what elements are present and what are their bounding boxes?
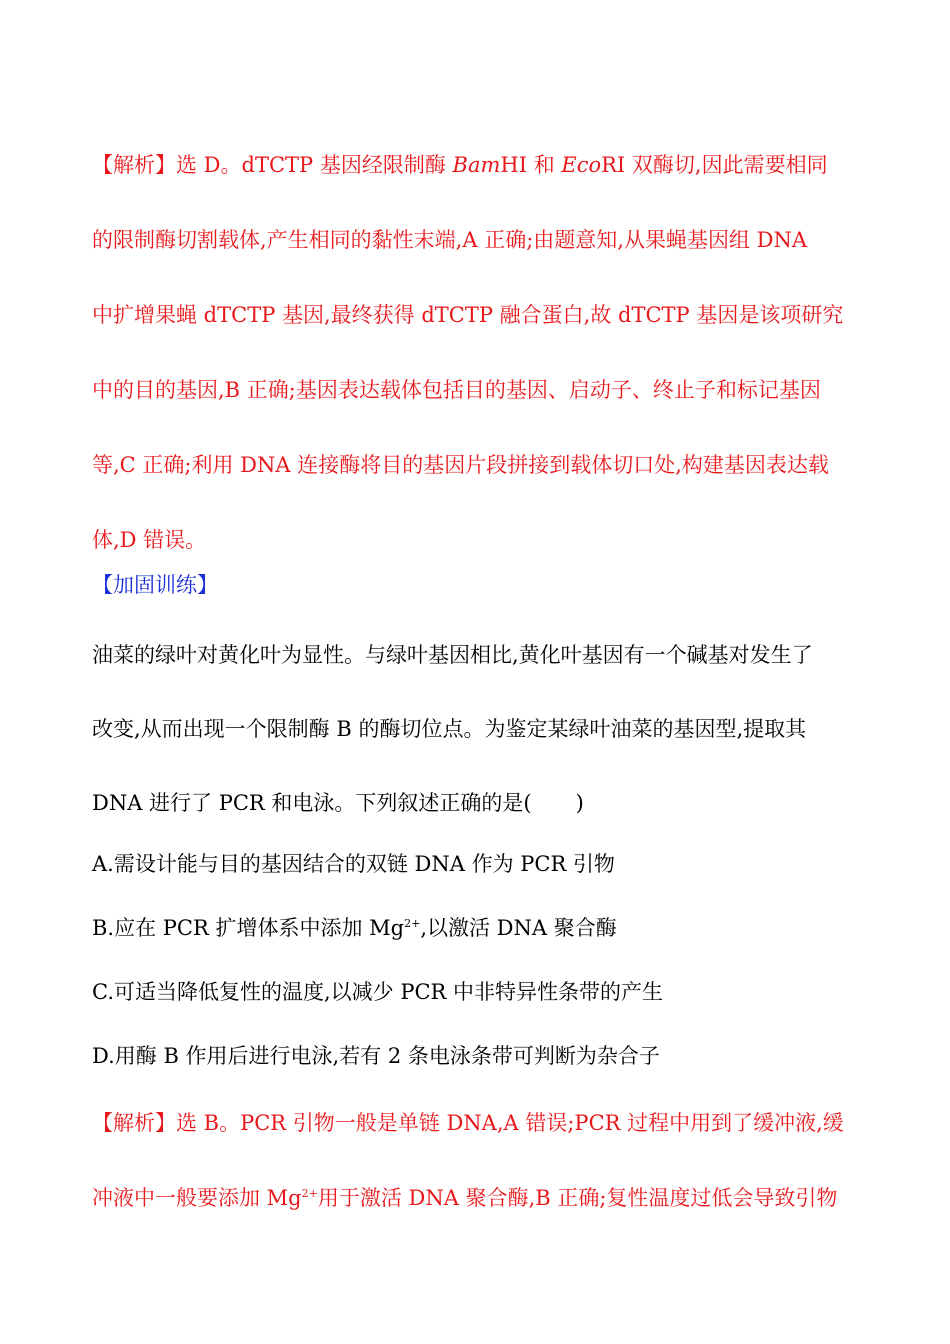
question-line: 油菜的绿叶对黄化叶为显性。与绿叶基因相比,黄化叶基因有一个碱基对发生了 bbox=[92, 643, 813, 667]
option-c: C.可适当降低复性的温度,以减少 PCR 中非特异性条带的产生 bbox=[92, 980, 664, 1004]
analysis-line: 等,C 正确;利用 DNA 连接酶将目的基因片段拼接到载体切口处,构建基因表达载 bbox=[92, 453, 829, 477]
option-b bbox=[92, 896, 862, 960]
superscript: 2+ bbox=[301, 1187, 318, 1200]
question-stem bbox=[92, 618, 862, 840]
analysis-text: 冲液中一般要添加 Mg bbox=[92, 1186, 302, 1210]
analysis-text: HⅠ 和 bbox=[500, 153, 562, 177]
analysis-line bbox=[92, 1161, 862, 1236]
option-text: B.应在 PCR 扩增体系中添加 Mg bbox=[92, 916, 405, 940]
analysis-line: 中扩增果蝇 dTCTP 基因,最终获得 dTCTP 融合蛋白,故 dTCTP 基因是该项研究 bbox=[92, 303, 844, 327]
question-text: DNA 进行了 PCR 和电泳。下列叙述正确的是( bbox=[92, 791, 532, 815]
question-line: 改变,从而出现一个限制酶 B 的酶切位点。为鉴定某绿叶油菜的基因型,提取其 bbox=[92, 717, 807, 741]
analysis-text: RⅠ 双酶切,因此需要相同 bbox=[601, 153, 828, 177]
enzyme-name-italic: Eco bbox=[561, 153, 602, 177]
analysis-paragraph-1 bbox=[92, 128, 862, 578]
analysis-line: 的限制酶切割载体,产生相同的黏性末端,A 正确;由题意知,从果蝇基因组 DNA bbox=[92, 228, 807, 252]
analysis-line: 【解析】选 B。PCR 引物一般是单链 DNA,A 错误;PCR 过程中用到了缓冲液,缓 bbox=[92, 1111, 844, 1135]
option-a: A.需设计能与目的基因结合的双链 DNA 作为 PCR 引物 bbox=[92, 852, 615, 876]
analysis-paragraph-2 bbox=[92, 1086, 862, 1236]
enzyme-name-italic: Bam bbox=[452, 153, 501, 177]
question-text: ) bbox=[575, 791, 584, 815]
options-list bbox=[92, 832, 862, 1088]
option-d: D.用酶 B 作用后进行电泳,若有 2 条电泳条带可判断为杂合子 bbox=[92, 1044, 660, 1068]
question-line bbox=[92, 766, 862, 840]
analysis-text: 用于激活 DNA 聚合酶,B 正确;复性温度过低会导致引物 bbox=[317, 1186, 838, 1210]
analysis-text: 【解析】选 D。dTCTP 基因经限制酶 bbox=[92, 153, 453, 177]
analysis-line: 中的目的基因,B 正确;基因表达载体包括目的基因、启动子、终止子和标记基因 bbox=[92, 378, 821, 402]
analysis-line bbox=[92, 128, 862, 203]
analysis-line: 体,D 错误。 bbox=[92, 528, 207, 552]
superscript: 2+ bbox=[404, 917, 421, 930]
training-section-title: 【加固训练】 bbox=[92, 573, 218, 597]
option-text: ,以激活 DNA 聚合酶 bbox=[420, 916, 617, 940]
